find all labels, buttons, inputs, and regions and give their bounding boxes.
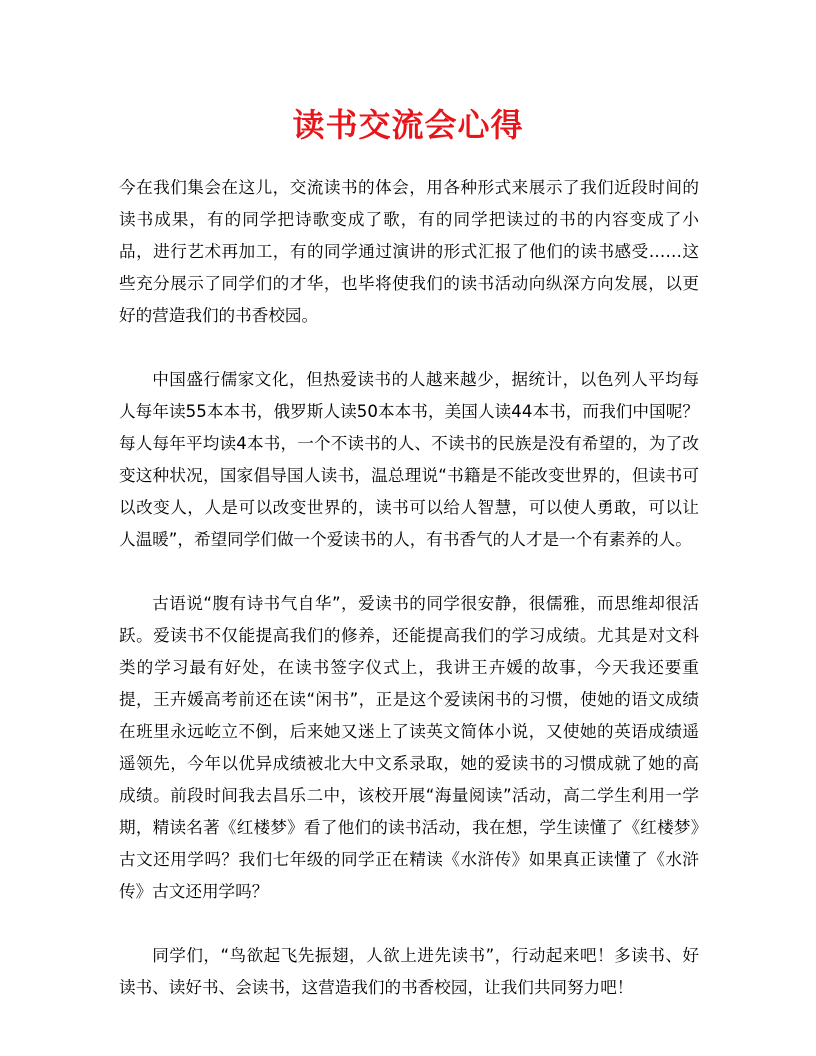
paragraph-closing: 同学们，“鸟欲起飞先振翅，人欲上进先读书”，行动起来吧！多读书、好读书、读好书、会读书，这营造我们的书香校园，让我们共同努力吧！	[119, 946, 699, 997]
paragraph-benefits: 古语说“腹有诗书气自华”，爱读书的同学很安静，很儒雅，而思维却很活跃。爱读书不仅能提高我们的修养，还能提高我们的学习成绩。尤其是对文科类的学习最有好处，在读书签字仪式上，我讲王卉媛的故事，今天我还要重提，王卉媛高考前还在读“闲书”，正是这个爱读闲书的习惯，使她的语文成绩在班里永远屹立不倒，后来她又迷上了读英文简体小说，又使她的英语成绩遥遥领先，今年以优异成绩被北大中文系录取，她的爱读书的习惯成就了她的高成绩。前段时间我去昌乐二中，该校开展“海量阅读”活动，高二学生利用一学期，精读名著《红楼梦》看了他们的读书活动，我在想，学生读懂了《红楼梦》古文还用学吗？我们七年级的同学正在精读《水浒传》如果真正读懂了《水浒传》古文还用学吗？	[119, 594, 699, 901]
paragraph-statistics: 中国盛行儒家文化，但热爱读书的人越来越少，据统计，以色列人平均每人每年读55本本书，俄罗斯人读50本本书，美国人读44本书，而我们中国呢？每人每年平均读4本书，一个不读书的人、不读书的民族是没有希望的，为了改变这种状况，国家倡导国人读书，温总理说“书籍是不能改变世界的，但读书可以改变人，人是可以改变世界的，读书可以给人智慧，可以使人勇敢，可以让人温暖”，希望同学们做一个爱读书的人，有书香气的人才是一个有素养的人。	[119, 370, 699, 549]
document-title: 读书交流会心得	[292, 106, 524, 144]
paragraph-intro: 今在我们集会在这儿，交流读书的体会，用各种形式来展示了我们近段时间的读书成果，有的同学把诗歌变成了歌，有的同学把读过的书的内容变成了小品，进行艺术再加工，有的同学通过演讲的形式汇报了他们的读书感受……这些充分展示了同学们的才华，也毕将使我们的读书活动向纵深方向发展，以更好的营造我们的书香校园。	[119, 178, 699, 325]
document-body	[119, 172, 699, 1004]
